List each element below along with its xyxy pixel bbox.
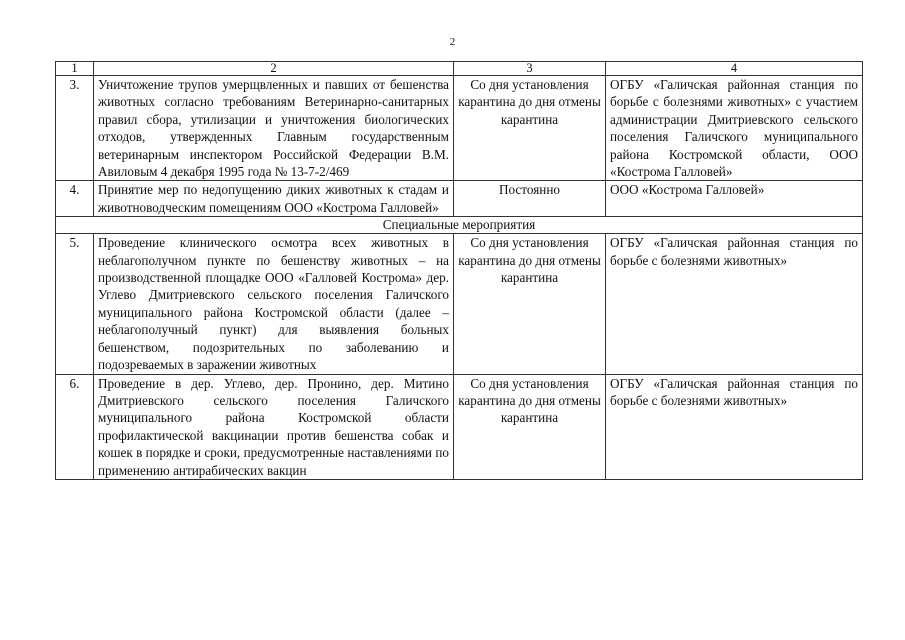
measure-responsible: ОГБУ «Галичская районная станция по борьбе с болезнями животных» с участием администрации Дмитриевского сельского поселения Галичского муниципального района Костромской области, ООО «Кострома Галловей» [606, 76, 863, 181]
column-number-1: 1 [56, 62, 94, 76]
measure-responsible: ООО «Кострома Галловей» [606, 181, 863, 217]
measures-table [55, 61, 863, 480]
measure-text: Проведение в дер. Углево, дер. Пронино, дер. Митино Дмитриевского сельского поселения Галичского муниципального района Костромской области профилактической вакцинации против бешенства собак и кошек в порядке и сроки, предусмотренные наставлениями по применению антирабических вакцин [94, 374, 454, 479]
row-number: 3. [56, 76, 94, 181]
column-number-row [56, 62, 863, 76]
column-number-3: 3 [454, 62, 606, 76]
measure-responsible: ОГБУ «Галичская районная станция по борьбе с болезнями животных» [606, 374, 863, 479]
measure-responsible: ОГБУ «Галичская районная станция по борьбе с болезнями животных» [606, 234, 863, 374]
measure-text: Принятие мер по недопущению диких животных к стадам и животноводческим помещениям ООО «Кострома Галловей» [94, 181, 454, 217]
row-number: 4. [56, 181, 94, 217]
table-row [56, 374, 863, 479]
row-number: 5. [56, 234, 94, 374]
row-number: 6. [56, 374, 94, 479]
measure-text: Проведение клинического осмотра всех животных в неблагополучном пункте по бешенству животных – на производственной площадке ООО «Галловей Кострома» дер. Углево Дмитриевского сельского поселения Галичского муниципального района Костромской области (далее – неблагополучный пункт) для выявления больных бешенством, подозрительных по заболеванию и подозреваемых в заражении животных [94, 234, 454, 374]
measure-term: Постоянно [454, 181, 606, 217]
column-number-2: 2 [94, 62, 454, 76]
column-number-4: 4 [606, 62, 863, 76]
section-heading: Специальные мероприятия [56, 217, 863, 234]
table-row [56, 181, 863, 217]
measure-term: Со дня установления карантина до дня отмены карантина [454, 374, 606, 479]
section-heading-row [56, 217, 863, 234]
measure-text: Уничтожение трупов умерщвленных и павших от бешенства животных согласно требованиям Ветеринарно-санитарных правил сбора, утилизации и уничтожения биологических отходов, утвержденных Главным государственным ветеринарным инспектором Российской Федерации В.М. Авиловым 4 декабря 1995 года № 13-7-2/469 [94, 76, 454, 181]
measure-term: Со дня установления карантина до дня отмены карантина [454, 76, 606, 181]
table-row [56, 76, 863, 181]
page-number: 2 [449, 36, 456, 48]
measure-term: Со дня установления карантина до дня отмены карантина [454, 234, 606, 374]
table-row [56, 234, 863, 374]
